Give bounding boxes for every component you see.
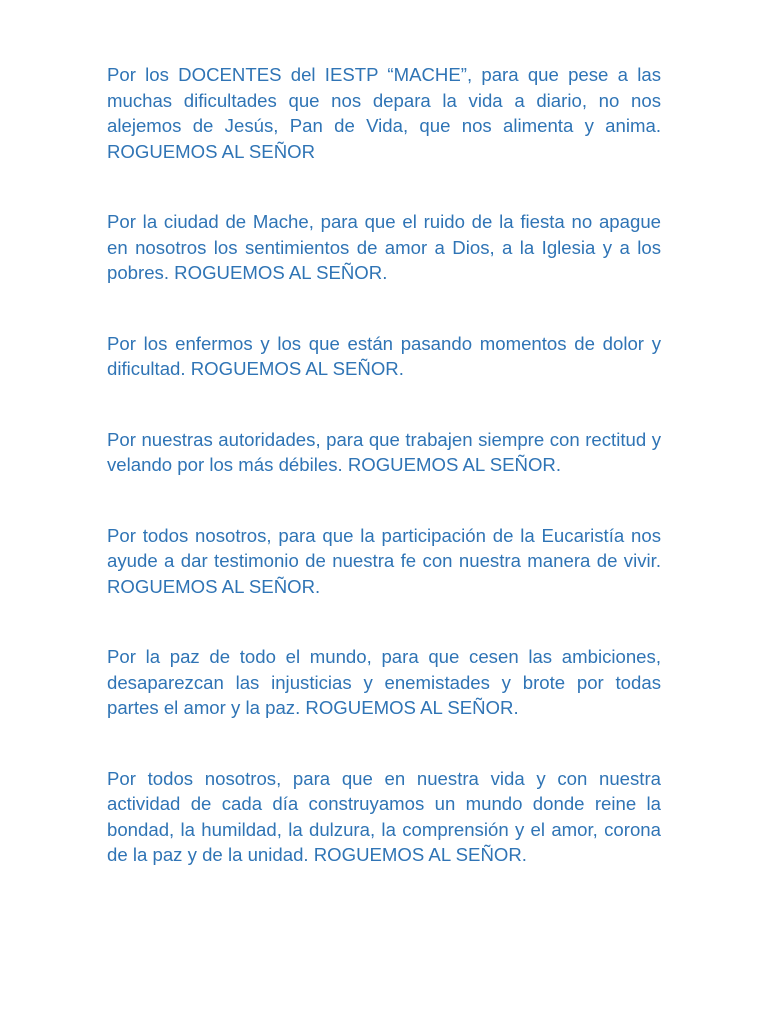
petition-paragraph: Por los enfermos y los que están pasando momentos de dolor y dificultad. ROGUEMOS AL SEÑOR. (107, 332, 661, 379)
petition-paragraph: Por los DOCENTES del IESTP “MACHE”, para que pese a las muchas dificultades que nos depara la vida a diario, no nos alejemos de Jesús, Pan de Vida, que nos alimenta y anima. ROGUEMOS AL SEÑOR (107, 64, 661, 162)
petition-paragraph: Por la paz de todo el mundo, para que cesen las ambiciones, desaparezcan las injusticias y enemistades y brote por todas partes el amor y la paz. ROGUEMOS AL SEÑOR. (107, 646, 661, 718)
petition-paragraph: Por nuestras autoridades, para que trabajen siempre con rectitud y velando por los más débiles. ROGUEMOS AL SEÑOR. (107, 428, 661, 475)
petition-paragraph: Por todos nosotros, para que la participación de la Eucaristía nos ayude a dar testimonio de nuestra fe con nuestra manera de vivir. ROGUEMOS AL SEÑOR. (107, 524, 661, 597)
petition-paragraph: Por la ciudad de Mache, para que el ruido de la fiesta no apague en nosotros los sentimientos de amor a Dios, a la Iglesia y a los pobres. ROGUEMOS AL SEÑOR. (107, 211, 661, 283)
document-page (107, 62, 661, 868)
petition-paragraph: Por todos nosotros, para que en nuestra vida y con nuestra actividad de cada día construyamos un mundo donde reine la bondad, la humildad, la dulzura, la comprensión y el amor, corona de la paz y de la unidad. ROGUEMOS AL SEÑOR. (107, 767, 661, 865)
